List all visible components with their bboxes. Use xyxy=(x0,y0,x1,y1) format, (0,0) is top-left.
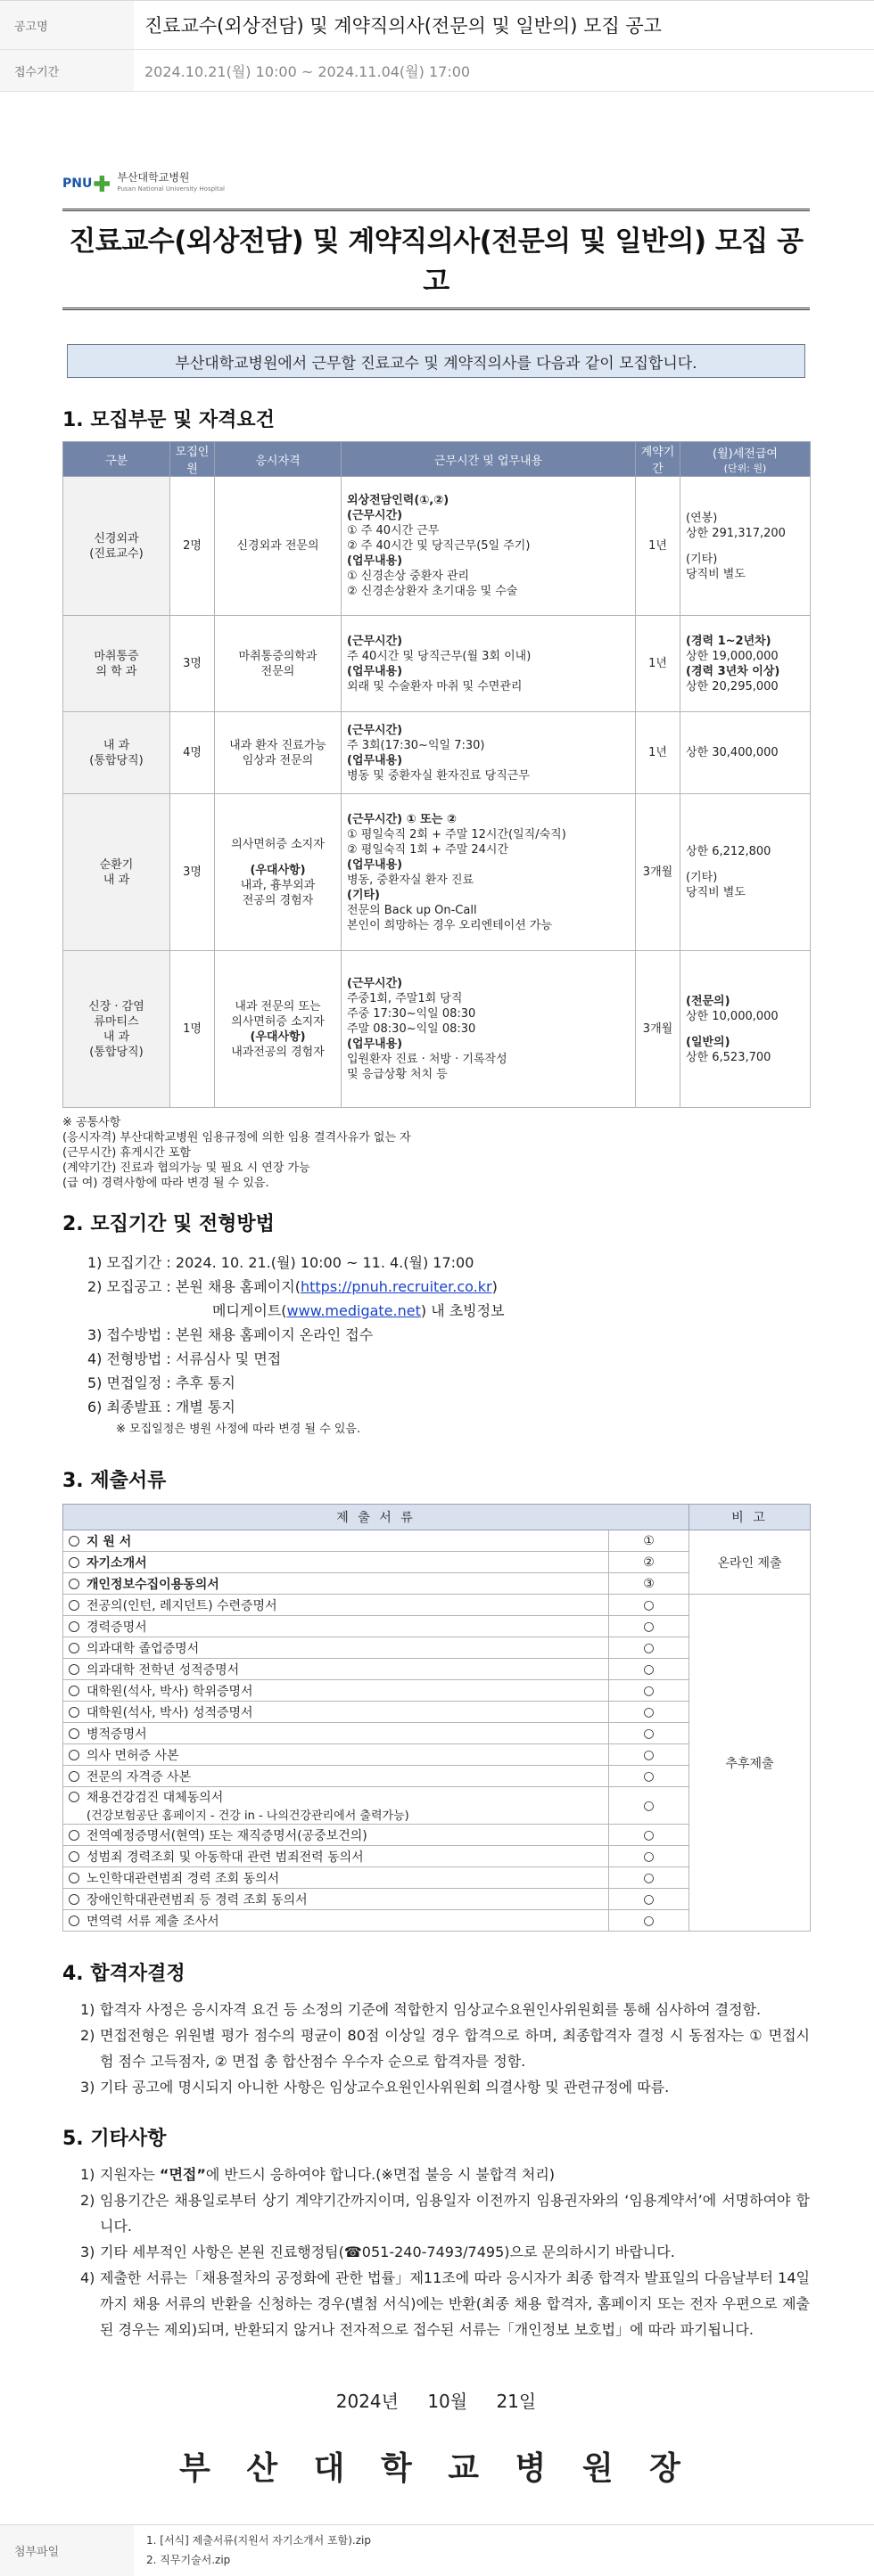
position-work xyxy=(342,477,636,616)
document-name: 병적증명서 xyxy=(63,1723,609,1744)
document-name: 면역력 서류 제출 조사서 xyxy=(63,1910,609,1932)
documents-table xyxy=(62,1504,811,1932)
circle-icon xyxy=(69,1600,79,1611)
document-mark: ○ xyxy=(609,1825,689,1846)
salary-line: (기타) xyxy=(686,552,718,566)
work-line: (업무내용) xyxy=(347,1038,403,1051)
schedule-note: ※ 모집일정은 병원 사정에 따라 변경 될 수 있음. xyxy=(116,1423,361,1436)
position-row xyxy=(63,477,811,616)
work-line: (기타) xyxy=(347,888,380,902)
work-line: (근무시간) ① 또는 ② xyxy=(347,812,457,826)
document-mark: ② xyxy=(609,1552,689,1573)
item-number: 2) xyxy=(80,2192,95,2209)
item-text: 기타 세부적인 사항은 본원 진료행정팀(☎051-240-7493/7495)으로 문의하시기 바랍니다. xyxy=(100,2244,675,2260)
document-name: 의과대학 전학년 성적증명서 xyxy=(63,1659,609,1680)
circle-icon xyxy=(69,1557,79,1568)
col-note: 비 고 xyxy=(689,1505,811,1530)
item-text: 임용기간은 채용일로부터 상기 계약기간까지이며, 임용일자 이전까지 임용권자와의 ‘임용계약서’에 서명하여야 합니다. xyxy=(100,2192,810,2235)
common-notes xyxy=(62,1115,810,1191)
recruitment-schedule xyxy=(87,1251,810,1440)
category-line: 의 학 과 xyxy=(95,664,137,678)
document-mark: ○ xyxy=(609,1616,689,1637)
item-text: 제출한 서류는「채용절차의 공정화에 관한 법률」제11조에 따라 응시자가 최종 합격자 발표일의 다음날부터 14일까지 채용 서류의 반환을 신청하는 경우(별첨 서식)에는 반환(최종 채용 합격자, 홈페이지 또는 전자 우편으로 제출된 경우는 제외)되며, 반환되지 않거나 전자적으로 접수된 서류는「개인정보 보호법」에 따라 파기됩니다. xyxy=(100,2269,810,2338)
document-mark: ○ xyxy=(609,1867,689,1889)
work-line: ① 신경손상 중환자 관리 xyxy=(347,570,470,583)
document-row xyxy=(63,1530,811,1552)
pass-decision-list xyxy=(80,1997,810,2100)
document-name: 의과대학 졸업증명서 xyxy=(63,1637,609,1659)
document-mark: ○ xyxy=(609,1659,689,1680)
schedule-period: 1) 모집기간 : 2024. 10. 21.(월) 10:00 ~ 11. 4.(월) 17:00 xyxy=(87,1254,474,1271)
pass-decision-item xyxy=(80,1997,810,2022)
position-qualification xyxy=(215,477,342,616)
position-count: 2명 xyxy=(170,477,215,616)
document-mark: ○ xyxy=(609,1680,689,1702)
position-row xyxy=(63,951,811,1108)
work-line: (근무시간) xyxy=(347,977,403,990)
work-line: (업무내용) xyxy=(347,664,403,678)
col-category: 구분 xyxy=(63,442,170,477)
salary-line: 상한 10,000,000 xyxy=(686,1009,779,1023)
salary-line: 상한 6,523,700 xyxy=(686,1050,771,1064)
salary-line: 상한 19,000,000 xyxy=(686,649,779,663)
work-line: (근무시간) xyxy=(347,634,403,648)
misc-item xyxy=(80,2239,810,2265)
attachments-label: 첨부파일 xyxy=(0,2525,134,2576)
col-qualification: 응시자격 xyxy=(215,442,342,477)
work-line: (업무내용) xyxy=(347,857,403,872)
category-line: 내 과 xyxy=(103,873,130,887)
circle-icon xyxy=(69,1707,79,1718)
salary-line: 상한 291,317,200 xyxy=(686,526,786,540)
work-line: 주중 17:30~익일 08:30 xyxy=(347,1007,476,1021)
note-line: ※ 공통사항 xyxy=(62,1116,121,1129)
document-mark: ○ xyxy=(609,1723,689,1744)
item-number: 3) xyxy=(80,2079,95,2096)
positions-header-row xyxy=(63,442,811,477)
item-number: 2) xyxy=(80,2027,95,2044)
section4-heading: 4. 합격자결정 xyxy=(62,1963,186,1985)
position-term: 3개월 xyxy=(636,951,680,1108)
circle-icon xyxy=(69,1686,79,1696)
position-term: 1년 xyxy=(636,712,680,794)
salary-line: 상한 30,400,000 xyxy=(686,746,779,759)
position-term: 1년 xyxy=(636,616,680,712)
circle-icon xyxy=(69,1873,79,1883)
position-category xyxy=(63,712,170,794)
work-line: 입원환자 진료 · 처방 · 기록작성 xyxy=(347,1053,507,1066)
circle-icon xyxy=(69,1750,79,1760)
position-qualification xyxy=(215,712,342,794)
document-name: 노인학대관련범죄 경력 조회 동의서 xyxy=(63,1867,609,1889)
circle-icon xyxy=(69,1664,79,1675)
section3-heading: 3. 제출서류 xyxy=(62,1470,167,1492)
intro-box: 부산대학교병원에서 근무할 진료교수 및 계약직의사를 다음과 같이 모집합니다. xyxy=(67,344,805,378)
signature: 부 산 대 학 교 병 원 장 xyxy=(179,2450,693,2487)
position-row xyxy=(63,794,811,951)
pass-decision-item xyxy=(80,2074,810,2100)
position-salary xyxy=(680,616,811,712)
recruit-site-link[interactable]: https://pnuh.recruiter.co.kr xyxy=(300,1278,492,1295)
online-submit-note: 온라인 제출 xyxy=(689,1530,811,1595)
work-line: ① 주 40시간 근무 xyxy=(347,524,440,537)
work-line: 병동 및 중환자실 환자진료 당직근무 xyxy=(347,768,530,783)
schedule-interview: 5) 면접일정 : 추후 통지 xyxy=(87,1374,235,1391)
document-name: 대학원(석사, 박사) 성적증명서 xyxy=(63,1702,609,1723)
category-line: (진료교수) xyxy=(89,546,144,561)
item-text: 기타 공고에 명시되지 아니한 사항은 임상교수요원인사위원회 의결사항 및 관련규정에 따름. xyxy=(100,2079,670,2096)
circle-icon xyxy=(69,1894,79,1905)
category-line: 내 과 xyxy=(103,1030,130,1044)
work-line: 주 3회(17:30~익일 7:30) xyxy=(347,738,485,752)
misc-item xyxy=(80,2265,810,2342)
document-mark: ○ xyxy=(609,1595,689,1616)
document-mark: ① xyxy=(609,1530,689,1552)
notice-date: 2024년 10월 21일 xyxy=(335,2391,537,2412)
qualification-line: (우대사항) xyxy=(250,863,306,877)
category-line: 류마티스 xyxy=(94,1014,139,1029)
position-work xyxy=(342,712,636,794)
document-title: 진료교수(외상전담) 및 계약직의사(전문의 및 일반의) 모집 공고 xyxy=(62,209,810,310)
qualification-line: (우대사항) xyxy=(250,1030,306,1044)
circle-icon xyxy=(69,1579,79,1589)
salary-line: 상한 20,295,000 xyxy=(686,679,779,693)
document-name: 개인정보수집이용동의서 xyxy=(63,1573,609,1595)
misc-item xyxy=(80,2187,810,2239)
circle-icon xyxy=(69,1643,79,1653)
category-line: (통합당직) xyxy=(89,1045,144,1059)
document-name: 자기소개서 xyxy=(63,1552,609,1573)
document-mark: ○ xyxy=(609,1787,689,1825)
pass-decision-item xyxy=(80,2022,810,2074)
position-qualification xyxy=(215,951,342,1108)
salary-line xyxy=(686,541,804,552)
circle-icon xyxy=(69,1621,79,1632)
salary-line: (경력 1~2년차) xyxy=(686,634,771,648)
work-line: ② 신경손상환자 초기대응 및 수술 xyxy=(347,585,518,598)
position-salary xyxy=(680,794,811,951)
document-mark: ○ xyxy=(609,1744,689,1766)
document-row xyxy=(63,1595,811,1616)
item-text: 면접전형은 위원별 평가 점수의 평균이 80점 이상일 경우 합격으로 하며, 최종합격자 결정 시 동점자는 ① 면접시험 점수 고득점자, ② 면접 총 합산점수 우수자 순으로 합격자를 정함. xyxy=(100,2027,810,2070)
note-line: (급 여) 경력사항에 따라 변경 될 수 있음. xyxy=(62,1177,269,1190)
work-line: (업무내용) xyxy=(347,753,403,767)
col-documents: 제 출 서 류 xyxy=(63,1505,689,1530)
document-name: 채용건강검진 대체동의서 (건강보험공단 홈페이지 - 건강 in - 나의건강관리에서 출력가능) xyxy=(63,1787,609,1825)
document-name: 장애인학대관련범죄 등 경력 조회 동의서 xyxy=(63,1889,609,1910)
qualification-line: 내과 환자 진료가능 xyxy=(229,738,326,752)
hospital-logo xyxy=(62,169,810,198)
misc-item: 1) 지원자는 “면접”에 반드시 응하여야 합니다.(※면접 불응 시 불합격 처리) xyxy=(80,2166,556,2183)
schedule-screening: 4) 전형방법 : 서류심사 및 면접 xyxy=(87,1350,282,1367)
document-mark: ○ xyxy=(609,1889,689,1910)
position-count: 3명 xyxy=(170,794,215,951)
circle-icon xyxy=(69,1830,79,1841)
work-line: 외래 및 수술환자 마취 및 수면관리 xyxy=(347,679,523,693)
position-term: 3개월 xyxy=(636,794,680,951)
title-label: 공고명 xyxy=(0,1,134,49)
work-line: 전문의 Back up On-Call xyxy=(347,903,477,917)
attachment-link[interactable]: 1. [서식] 제출서류(지원서 자기소개서 포함).zip xyxy=(146,2534,371,2547)
category-line: 신장 · 감염 xyxy=(88,999,144,1013)
document-mark: ③ xyxy=(609,1573,689,1595)
position-category xyxy=(63,477,170,616)
positions-table xyxy=(62,441,811,1108)
col-count: 모집인원 xyxy=(170,442,215,477)
note-line: (근무시간) 휴게시간 포함 xyxy=(62,1146,191,1160)
qualification-line: 마취통증의학과 xyxy=(238,649,317,663)
item-text: 합격자 사정은 응시자격 요건 등 소정의 기준에 적합한지 임상교수요원인사위원회를 통해 심사하여 결정함. xyxy=(100,2001,762,2018)
schedule-posting-medigate: 메디게이트(www.medigate.net) 내 초빙정보 xyxy=(212,1302,505,1319)
schedule-method: 3) 접수방법 : 본원 채용 홈페이지 온라인 접수 xyxy=(87,1326,374,1343)
position-qualification xyxy=(215,794,342,951)
category-line: 마취통증 xyxy=(94,649,139,663)
col-salary: (월)세전급여 (단위: 원) xyxy=(680,442,811,477)
salary-line: (전문의) xyxy=(686,994,730,1008)
position-row xyxy=(63,616,811,712)
work-line: ② 주 40시간 및 당직근무(5일 주기) xyxy=(347,539,531,553)
salary-line xyxy=(686,859,804,870)
position-count: 4명 xyxy=(170,712,215,794)
document-mark: ○ xyxy=(609,1702,689,1723)
salary-line: (기타) xyxy=(686,871,718,884)
document-mark: ○ xyxy=(609,1637,689,1659)
document-name: 대학원(석사, 박사) 학위증명서 xyxy=(63,1680,609,1702)
qualification-line: 전문의 xyxy=(260,664,295,678)
item-number: 3) xyxy=(80,2244,95,2260)
work-line: (근무시간) xyxy=(347,509,403,522)
document-mark: ○ xyxy=(609,1766,689,1787)
note-line: (응시자격) 부산대학교병원 임용규정에 의한 임용 결격사유가 없는 자 xyxy=(62,1131,411,1144)
document-subnote: (건강보험공단 홈페이지 - 건강 in - 나의건강관리에서 출력가능) xyxy=(87,1809,409,1823)
work-line: 주 40시간 및 당직근무(월 3회 이내) xyxy=(347,649,532,663)
attachments-row xyxy=(0,2524,874,2576)
position-work xyxy=(342,794,636,951)
later-submit-note: 추후제출 xyxy=(689,1595,811,1932)
category-line: 내 과 xyxy=(103,738,130,752)
category-line: 신경외과 xyxy=(94,531,139,546)
work-line: 주말 08:30~익일 08:30 xyxy=(347,1022,476,1036)
item-number: 4) xyxy=(80,2269,95,2286)
qualification-line xyxy=(220,852,335,863)
document-name: 전공의(인턴, 레지던트) 수련증명서 xyxy=(63,1595,609,1616)
col-term: 계약기간 xyxy=(636,442,680,477)
period-label: 접수기간 xyxy=(0,50,134,91)
attachment-link[interactable]: 2. 직무기술서.zip xyxy=(146,2554,231,2566)
document-name: 전역예정증명서(현역) 또는 재직증명서(공중보건의) xyxy=(63,1825,609,1846)
document-name: 경력증명서 xyxy=(63,1616,609,1637)
section2-heading: 2. 모집기간 및 전형방법 xyxy=(62,1213,275,1235)
medigate-link[interactable]: www.medigate.net xyxy=(286,1302,421,1319)
position-category xyxy=(63,616,170,712)
document-mark: ○ xyxy=(609,1846,689,1867)
section1-heading: 1. 모집부문 및 자격요건 xyxy=(62,409,275,431)
position-salary xyxy=(680,477,811,616)
qualification-line: 내과, 흉부외과 xyxy=(240,878,316,892)
work-line: ② 평일숙직 1회 + 주말 24시간 xyxy=(347,842,509,857)
category-line: (통합당직) xyxy=(89,753,144,767)
document-name: 성범죄 경력조회 및 아동학대 관련 범죄전력 동의서 xyxy=(63,1846,609,1867)
application-period: 2024.10.21(월) 10:00 ~ 2024.11.04(월) 17:00 xyxy=(144,62,471,80)
circle-icon xyxy=(69,1916,79,1926)
position-count: 3명 xyxy=(170,616,215,712)
item-number: 1) xyxy=(80,2001,95,2018)
salary-line: (일반의) xyxy=(686,1035,730,1049)
col-work: 근무시간 및 업무내용 xyxy=(342,442,636,477)
position-work xyxy=(342,951,636,1108)
work-line: 병동, 중환자실 환자 진료 xyxy=(347,873,474,887)
position-row xyxy=(63,712,811,794)
section5-heading: 5. 기타사항 xyxy=(62,2128,167,2150)
position-work xyxy=(342,616,636,712)
qualification-line: 의사면허증 소지자 xyxy=(231,837,325,851)
circle-icon xyxy=(69,1536,79,1546)
title-row xyxy=(0,0,874,50)
category-line: 순환기 xyxy=(99,857,134,872)
schedule-posting: 2) 모집공고 : 본원 채용 홈페이지(https://pnuh.recruiter.co.kr) xyxy=(87,1278,498,1295)
qualification-line: 신경외과 전문의 xyxy=(236,539,319,553)
work-line: (업무내용) xyxy=(347,554,403,568)
position-count: 1명 xyxy=(170,951,215,1108)
notice-body xyxy=(62,169,810,2489)
qualification-line: 임상과 전문의 xyxy=(242,753,314,767)
salary-line: 당직비 별도 xyxy=(686,567,746,581)
salary-line: (경력 3년차 이상) xyxy=(686,664,780,678)
circle-icon xyxy=(69,1771,79,1782)
period-row xyxy=(0,50,874,92)
document-name: 전문의 자격증 사본 xyxy=(63,1766,609,1787)
work-line: (근무시간) xyxy=(347,723,403,737)
position-category xyxy=(63,951,170,1108)
schedule-announcement: 6) 최종발표 : 개별 통지 xyxy=(87,1399,235,1415)
qualification-line: 내과전공의 경험자 xyxy=(231,1045,325,1059)
salary-line xyxy=(686,1024,804,1035)
work-line: 본인이 희망하는 경우 오리엔테이션 가능 xyxy=(347,918,553,932)
work-line: ① 평일숙직 2회 + 주말 12시간(일직/숙직) xyxy=(347,827,566,841)
pnu-logo-icon: PNU xyxy=(62,176,110,192)
salary-line: (연봉) xyxy=(686,511,718,525)
salary-line: 당직비 별도 xyxy=(686,886,746,899)
circle-icon xyxy=(69,1851,79,1862)
document-name: 의사 면허증 사본 xyxy=(63,1744,609,1766)
position-term: 1년 xyxy=(636,477,680,616)
misc-list xyxy=(80,2162,810,2342)
position-salary xyxy=(680,712,811,794)
document-mark: ○ xyxy=(609,1910,689,1932)
logo-text: 부산대학교병원 Pusan National University Hospital xyxy=(117,171,225,193)
qualification-line: 의사면허증 소지자 xyxy=(231,1014,325,1029)
qualification-line: 전공의 경험자 xyxy=(242,893,314,907)
circle-icon xyxy=(69,1728,79,1739)
documents-header-row xyxy=(63,1505,811,1530)
work-line: 주중1회, 주말1회 당직 xyxy=(347,992,463,1005)
qualification-line: 내과 전문의 또는 xyxy=(235,999,321,1013)
note-line: (계약기간) 진료과 협의가능 및 필요 시 연장 가능 xyxy=(62,1161,310,1175)
position-category xyxy=(63,794,170,951)
attachment-files xyxy=(134,2525,383,2576)
circle-icon xyxy=(69,1792,79,1802)
notice-title: 진료교수(외상전담) 및 계약직의사(전문의 및 일반의) 모집 공고 xyxy=(144,15,662,37)
work-line: 및 응급상황 처치 등 xyxy=(347,1068,448,1081)
position-qualification xyxy=(215,616,342,712)
work-line: 외상전담인력(①,②) xyxy=(347,494,449,507)
salary-line: 상한 6,212,800 xyxy=(686,845,771,858)
document-name: 지 원 서 xyxy=(63,1530,609,1552)
position-salary xyxy=(680,951,811,1108)
